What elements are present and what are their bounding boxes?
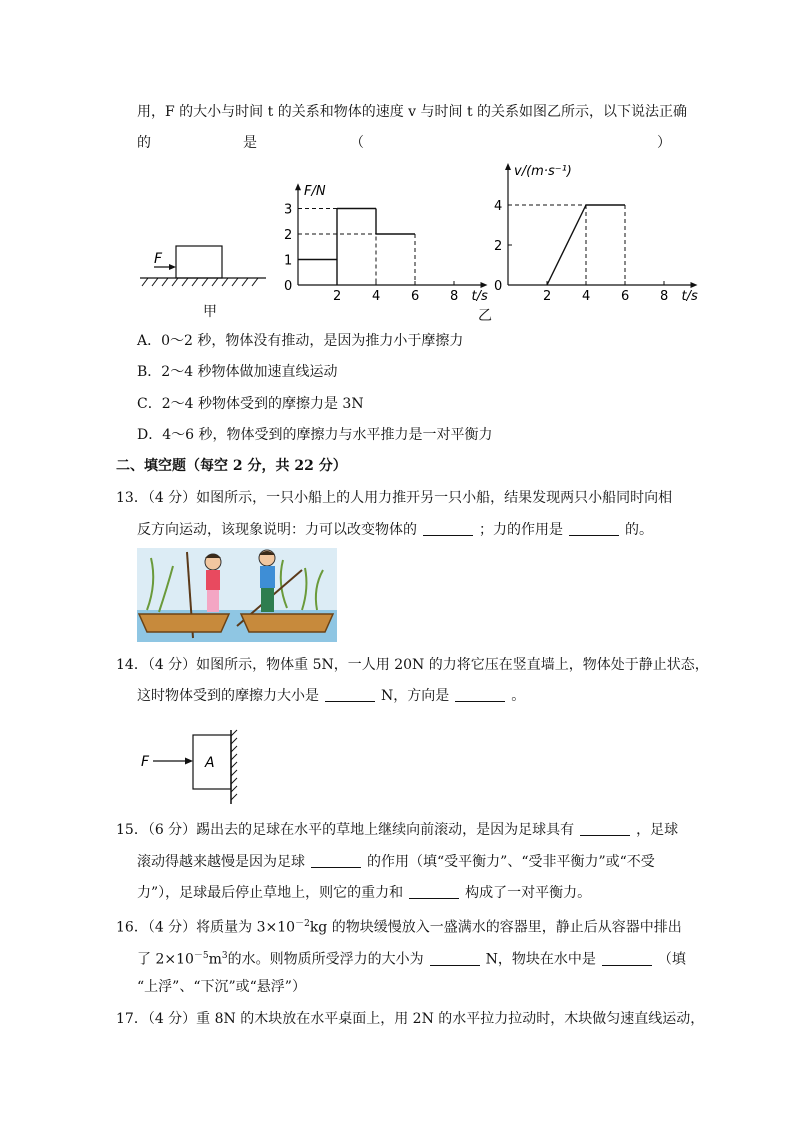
q12-answer-paren-close: ） [657, 135, 671, 151]
x-axis-label: t/s [471, 289, 488, 304]
q16-line2-text-b: m [208, 951, 222, 968]
origin-label: 0 [494, 279, 503, 294]
y-tick-label: 1 [284, 253, 293, 269]
q13-line2 [137, 520, 653, 540]
block [176, 246, 222, 278]
force-label: F [154, 251, 163, 267]
q14-line2-text-b: N，方向是 [381, 688, 450, 704]
x-tick-label: 4 [582, 289, 591, 304]
q16-line1-text-a: 16．（4 分）将质量为 3×10 [116, 919, 296, 936]
x-tick-label: 2 [543, 289, 552, 304]
girl-shirt [206, 570, 220, 590]
q15-blank-2 [311, 853, 361, 868]
q15-line3-text-b: 构成了一对平衡力。 [465, 885, 592, 901]
q13-blank-1 [423, 521, 473, 536]
q13-line2-text-b: ；力的作用是 [479, 522, 563, 538]
data-line [547, 205, 586, 285]
force-arrow-head [169, 264, 176, 270]
q16-line1-text-b: kg 的物块缓慢放入一盛满水的容器里，静止后从容器中排出 [309, 919, 682, 936]
ground-hatching [142, 278, 258, 286]
velocity-time-chart [480, 155, 700, 305]
q12-stem-shi: 是 [243, 135, 257, 151]
q13-line2-text-a: 反方向运动，该现象说明：力可以改变物体的 [137, 522, 417, 538]
q13-blank-2 [569, 521, 619, 536]
boats-illustration [137, 548, 337, 642]
q16-line2-text-c: 的水。则物质所受浮力的大小为 [227, 951, 424, 968]
q16-blank-2 [602, 951, 652, 966]
boat-left [139, 614, 229, 632]
q15-line2-text-a: 滚动得越来越慢是因为足球 [137, 854, 305, 870]
q16-line3: “上浮”、“下沉”或“悬浮”） [137, 979, 306, 995]
q14-blank-2 [455, 687, 505, 702]
x-axis-label: t/s [681, 289, 698, 304]
q15-line1-text-a: 15．（6 分）踢出去的足球在水平的草地上继续向前滚动，是因为足球具有 [116, 822, 575, 838]
q12-stem-line1: 用，F 的大小与时间 t 的关系和物体的速度 v 与时间 t 的关系如图乙所示，以下说法正确 [137, 104, 688, 120]
q14-line2-text-c: 。 [511, 688, 526, 704]
q14-blank-1 [325, 687, 375, 702]
x-tick-label: 6 [411, 289, 420, 304]
q12-stem-line2 [137, 133, 677, 153]
q12-stem-de: 的 [137, 135, 151, 151]
section-title-fill-blank: 二、填空题（每空 2 分，共 22 分） [116, 458, 347, 474]
q16-blank-1 [430, 951, 480, 966]
x-axis-arrow [691, 282, 698, 288]
q16-exponent-3: 3 [221, 951, 228, 961]
q16-line2-text-d: N，物块在水中是 [485, 951, 596, 968]
y-axis-label: F/N [304, 184, 326, 200]
x-tick-label: 6 [621, 289, 630, 304]
girl-pants [207, 590, 219, 612]
q14-line2 [137, 686, 525, 706]
force-arrow-head [185, 758, 193, 765]
figure-yi-caption: 乙 [478, 308, 492, 324]
force-label-f: F [141, 754, 150, 770]
q15-line3 [137, 883, 591, 903]
figure-jia-block-on-ground [140, 240, 270, 300]
q15-line3-text-a: 力”），足球最后停止草地上，则它的重力和 [137, 885, 404, 901]
q16-line2 [137, 946, 686, 970]
q12-option-b: B．2～4 秒物体做加速直线运动 [137, 364, 338, 380]
q12-option-a: A．0～2 秒，物体没有推动，是因为推力小于摩擦力 [137, 333, 464, 349]
x-tick-label: 8 [450, 289, 459, 304]
q15-line1-text-b: ，足球 [636, 822, 679, 838]
block-label-a: A [205, 755, 215, 771]
wall-hatching [231, 730, 237, 800]
q15-line1 [116, 820, 678, 840]
y-axis-arrow [505, 163, 511, 170]
y-tick-label: 3 [284, 202, 293, 218]
force-time-chart [270, 155, 488, 305]
y-axis-label: v/(m·s⁻¹) [514, 164, 572, 179]
q12-option-d: D．4～6 秒，物体受到的摩擦力与水平推力是一对平衡力 [137, 427, 493, 443]
q15-blank-1 [580, 821, 630, 836]
figure-block-against-wall [137, 728, 247, 808]
q13-line1: 13．（4 分）如图所示，一只小船上的人用力推开另一只小船，结果发现两只小船同时向相 [116, 490, 673, 506]
y-tick-label: 4 [494, 199, 503, 214]
boy-pants [261, 588, 274, 612]
y-tick-label: 2 [284, 228, 293, 243]
q16-exponent-2: －5 [193, 951, 209, 961]
q14-line1: 14．（4 分）如图所示，物体重 5N，一人用 20N 的力将它压在竖直墙上，物体处于静止状态， [116, 657, 709, 673]
q15-line2-text-b: 的作用（填“受平衡力”、“受非平衡力”或“不受 [367, 854, 655, 870]
q12-answer-paren-open: （ [350, 135, 364, 151]
boy-shirt [260, 566, 275, 588]
q16-line1 [116, 914, 682, 938]
q16-line2-text-a: 了 2×10 [137, 951, 194, 968]
figure-jia-caption: 甲 [203, 304, 217, 320]
y-tick-label: 2 [494, 239, 503, 254]
q15-line2 [137, 852, 655, 872]
q15-blank-3 [409, 884, 459, 899]
y-axis-arrow [295, 183, 301, 190]
q17-line1: 17．（4 分）重 8N 的木块放在水平桌面上，用 2N 的水平拉力拉动时，木块做匀速直线运动， [116, 1011, 705, 1027]
q16-line2-text-e: （填 [657, 951, 686, 968]
x-tick-label: 4 [372, 289, 381, 304]
q12-option-c: C．2～4 秒物体受到的摩擦力是 3N [137, 396, 364, 412]
boat-right [241, 614, 333, 632]
x-tick-label: 2 [333, 289, 342, 304]
q16-exponent-1: －2 [295, 919, 310, 929]
q13-line2-text-c: 的。 [625, 522, 653, 538]
origin-label: 0 [284, 279, 293, 294]
q14-line2-text-a: 这时物体受到的摩擦力大小是 [137, 688, 319, 704]
x-tick-label: 8 [660, 289, 669, 304]
